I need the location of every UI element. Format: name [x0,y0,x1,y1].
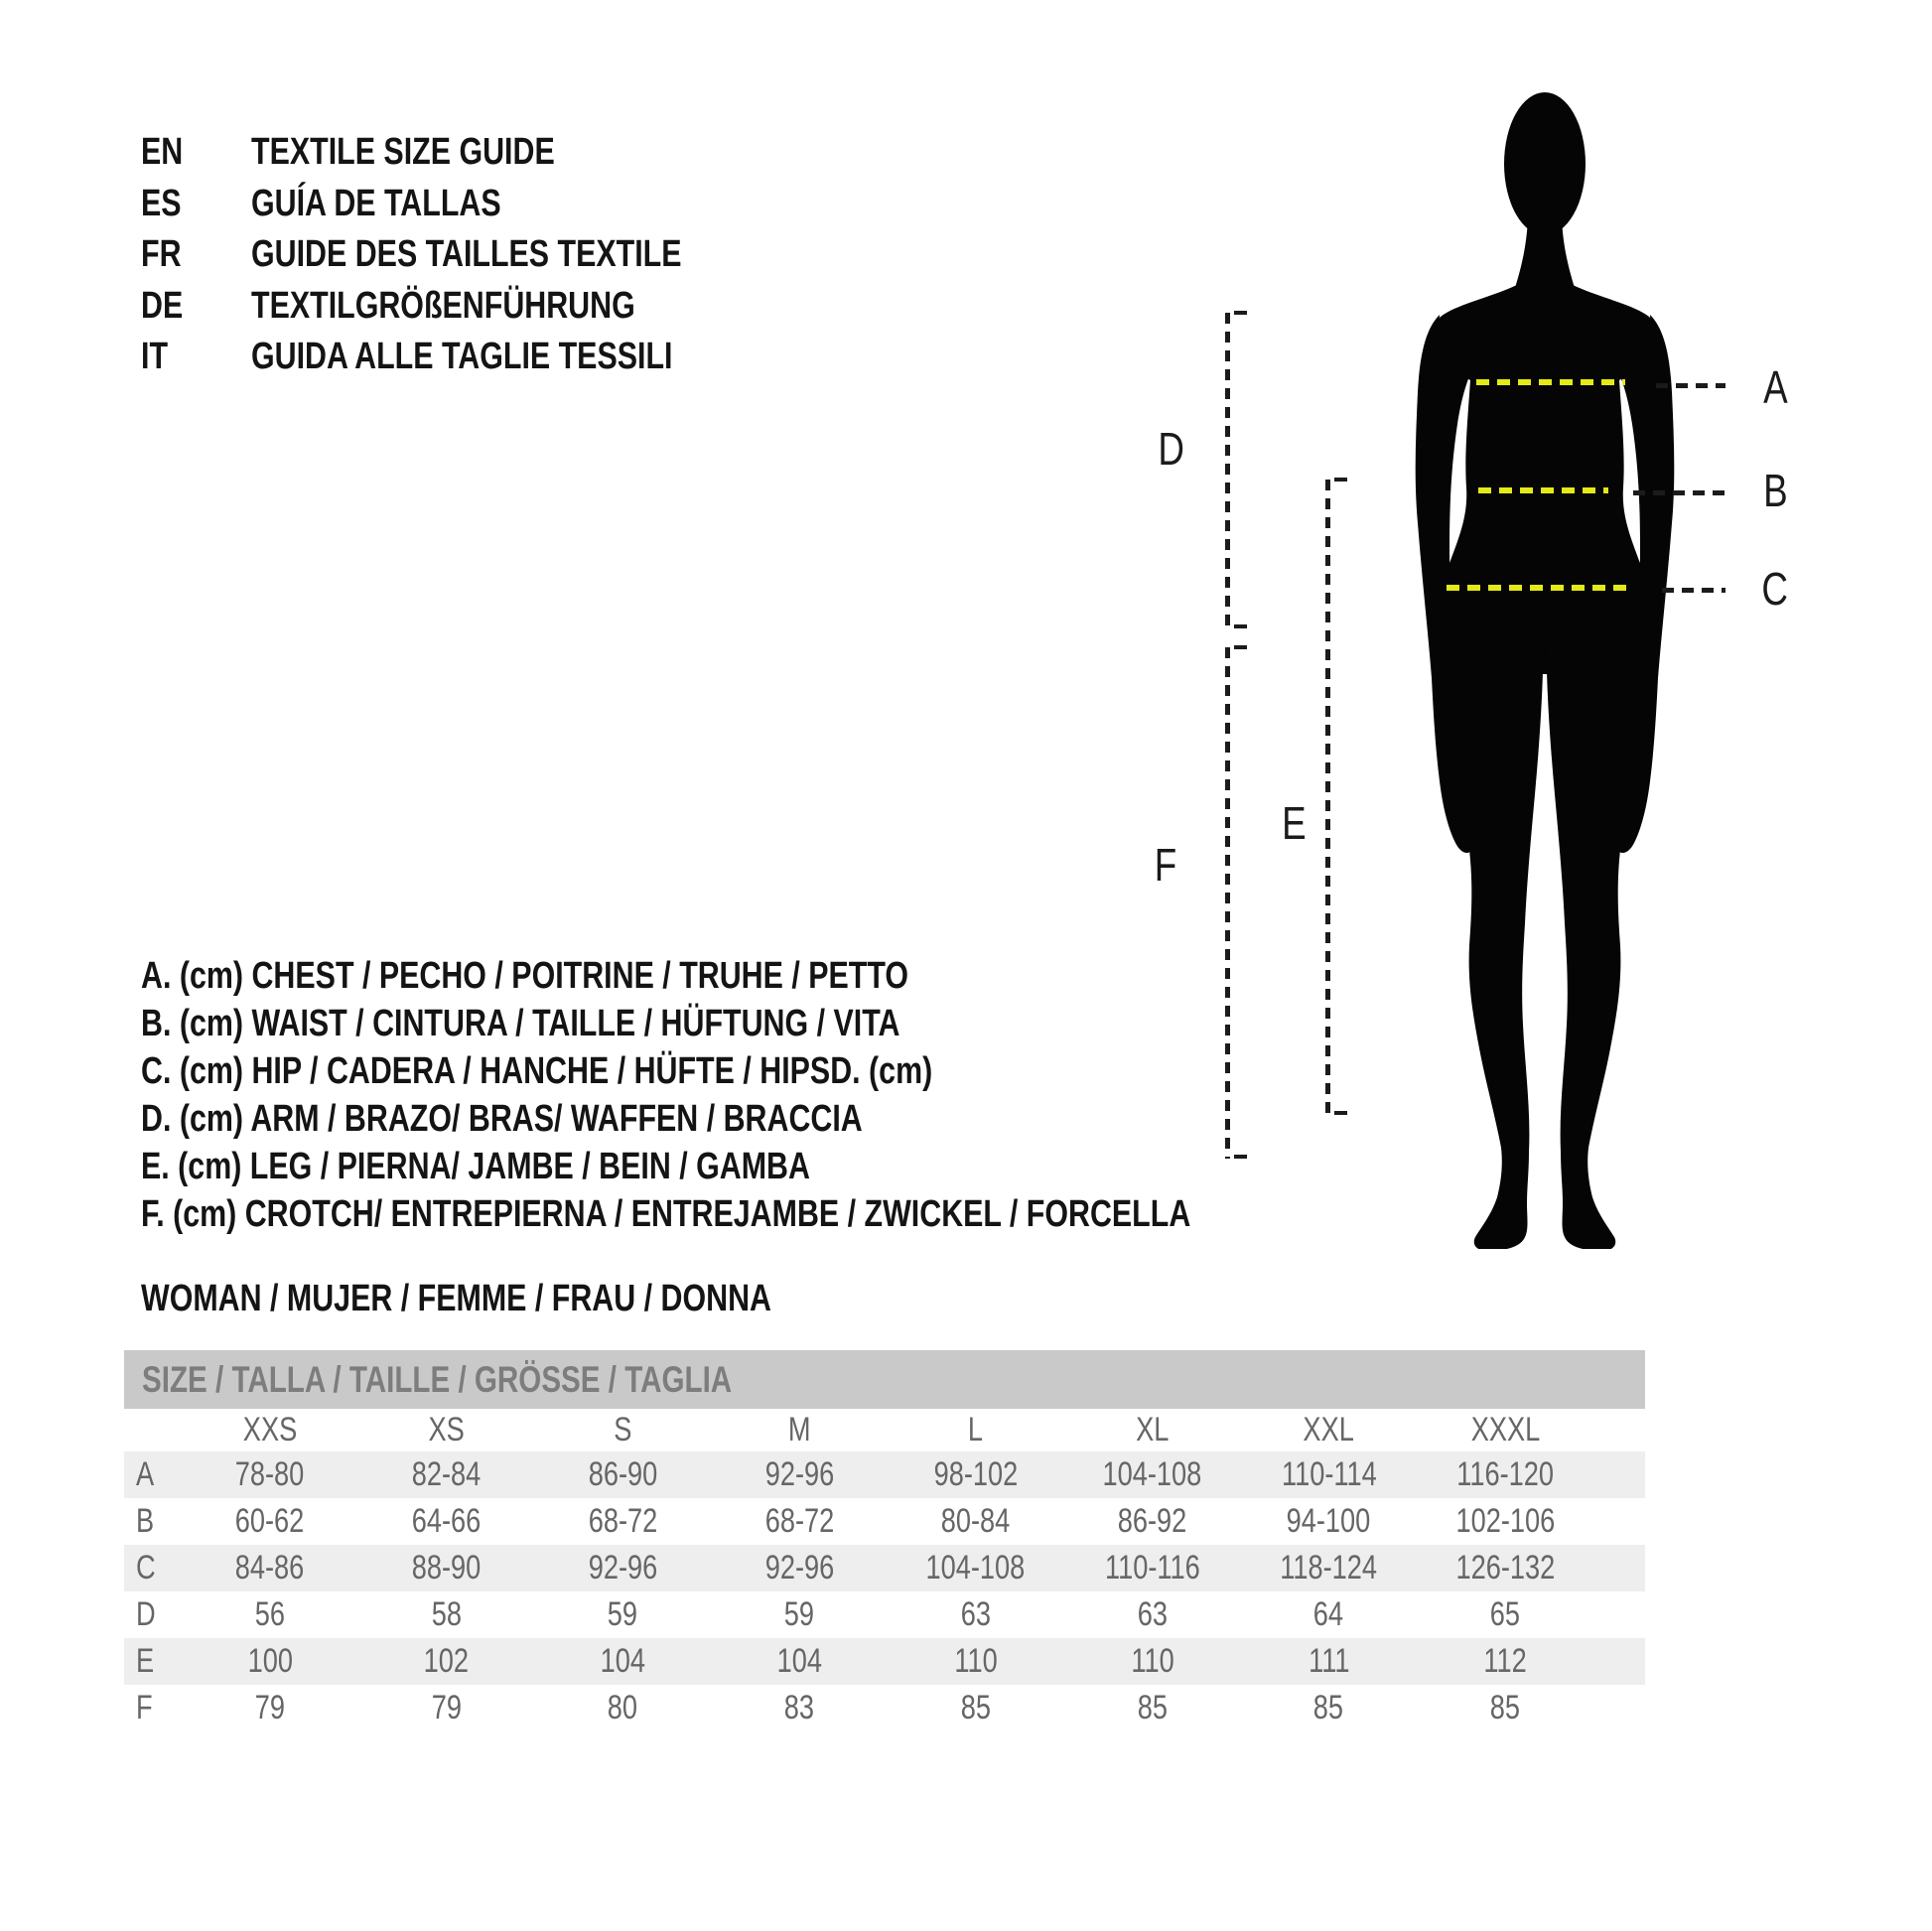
table-value-cell: 111 [1308,1642,1350,1680]
language-code: EN [141,131,184,174]
row-label: D [136,1595,156,1633]
table-value-cell: 65 [1489,1595,1521,1633]
table-value-cell: 79 [431,1689,462,1726]
table-value-cell: 83 [783,1689,815,1726]
arm-line-bottom-tick [1234,624,1247,628]
table-value-cell: 110-114 [1281,1455,1377,1493]
legend-item: A. (cm) CHEST / PECHO / POITRINE / TRUHE / PETTO [141,954,909,997]
measurement-legend [141,952,1453,1238]
table-value-cell: 116-120 [1456,1455,1555,1493]
table-value-cell: 94-100 [1287,1502,1371,1540]
language-row [141,332,789,383]
table-value-cell: 60-62 [235,1502,305,1540]
table-value-cell: 68-72 [764,1502,834,1540]
waist-leader-line [1633,490,1725,495]
language-title: TEXTILGRÖßENFÜHRUNG [251,284,635,327]
table-value-cell: 56 [254,1595,285,1633]
language-code: DE [141,284,184,327]
arm-measure-line [1225,313,1230,628]
table-value-cell: 102-106 [1455,1502,1556,1540]
table-value-cell: 80-84 [941,1502,1011,1540]
size-column-header: S [614,1411,632,1448]
legend-item: D. (cm) ARM / BRAZO/ BRAS/ WAFFEN / BRACCIA [141,1097,863,1140]
table-value-cell: 85 [1313,1689,1344,1726]
label-waist-B: B [1762,465,1788,516]
table-value-cell: 63 [960,1595,991,1633]
table-value-cell: 80 [608,1689,638,1726]
legend-item: F. (cm) CROTCH/ ENTREPIERNA / ENTREJAMBE / ZWICKEL / FORCELLA [141,1192,1191,1235]
table-row-A [124,1451,1645,1498]
table-value-cell: 84-86 [235,1549,305,1586]
label-crotch-F: F [1154,839,1177,891]
size-column-header: L [968,1411,984,1448]
table-row-C [124,1545,1645,1591]
language-title: GUIDE DES TAILLES TEXTILE [251,233,682,276]
hip-measure-line-yellow [1447,585,1633,591]
legend-item: E. (cm) LEG / PIERNA/ JAMBE / BEIN / GAMBA [141,1145,810,1187]
language-row [141,127,789,179]
row-label: B [136,1502,155,1540]
table-value-cell: 79 [254,1689,285,1726]
size-table [124,1350,1645,1731]
table-value-cell: 59 [783,1595,815,1633]
table-value-cell: 126-132 [1455,1549,1556,1586]
table-value-cell: 59 [608,1595,638,1633]
table-value-cell: 85 [1137,1689,1168,1726]
legend-item: C. (cm) HIP / CADERA / HANCHE / HÜFTE / HIPSD. (cm) [141,1049,933,1092]
table-value-cell: 86-90 [588,1455,658,1493]
language-row [141,179,789,230]
table-value-cell: 112 [1483,1642,1527,1680]
table-value-cell: 100 [247,1642,293,1680]
language-title: GUIDA ALLE TAGLIE TESSILI [251,336,673,378]
table-value-cell: 85 [1489,1689,1521,1726]
row-label: F [136,1689,153,1726]
table-value-cell: 92-96 [588,1549,658,1586]
size-column-header: XXS [242,1411,298,1448]
table-value-cell: 85 [960,1689,991,1726]
table-row-F [124,1685,1645,1731]
table-value-cell: 64 [1313,1595,1344,1633]
size-table-header-bar: SIZE / TALLA / TAILLE / GRÖSSE / TAGLIA [124,1350,1645,1409]
language-code: ES [141,182,182,224]
row-label: C [136,1549,156,1586]
table-value-cell: 118-124 [1280,1549,1378,1586]
table-value-cell: 82-84 [411,1455,482,1493]
table-value-cell: 88-90 [411,1549,482,1586]
table-value-cell: 110 [1130,1642,1174,1680]
arm-line-top-tick [1234,311,1247,315]
crotch-line-top-tick [1234,645,1247,649]
legend-item: B. (cm) WAIST / CINTURA / TAILLE / HÜFTUNG / VITA [141,1002,900,1044]
table-row-B [124,1498,1645,1545]
table-value-cell: 86-92 [1117,1502,1187,1540]
label-leg-E: E [1281,797,1307,849]
language-row [141,229,789,281]
waist-measure-line-yellow [1478,487,1608,493]
table-row-D [124,1591,1645,1638]
table-value-cell: 102 [423,1642,470,1680]
label-hip-C: C [1761,563,1789,615]
table-value-cell: 92-96 [764,1549,834,1586]
table-value-cell: 104-108 [1102,1455,1202,1493]
table-value-cell: 92-96 [764,1455,834,1493]
table-value-cell: 63 [1137,1595,1168,1633]
gender-heading: WOMAN / MUJER / FEMME / FRAU / DONNA [141,1277,772,1319]
language-code: IT [141,336,169,378]
chest-measure-line-yellow [1476,379,1625,385]
table-value-cell: 104-108 [925,1549,1026,1586]
table-value-cell: 68-72 [588,1502,658,1540]
size-column-header: XXXL [1470,1411,1540,1448]
size-column-header: XS [428,1411,465,1448]
label-arm-D: D [1158,423,1185,475]
language-title-list [141,127,789,383]
language-row [141,281,789,333]
leg-line-top-tick [1334,478,1347,482]
label-chest-A: A [1762,361,1788,413]
table-value-cell: 58 [431,1595,462,1633]
table-value-cell: 110 [954,1642,998,1680]
size-table-sizes-row [124,1409,1645,1451]
table-value-cell: 110-116 [1104,1549,1200,1586]
chest-leader-line [1656,383,1725,388]
size-column-header: XXL [1303,1411,1355,1448]
table-value-cell: 104 [600,1642,646,1680]
table-value-cell: 98-102 [933,1455,1019,1493]
table-value-cell: 78-80 [235,1455,305,1493]
table-row-E [124,1638,1645,1685]
hip-leader-line [1662,588,1725,593]
table-value-cell: 64-66 [411,1502,482,1540]
size-column-header: XL [1135,1411,1170,1448]
language-title: TEXTILE SIZE GUIDE [251,131,555,174]
row-label: A [136,1455,155,1493]
language-code: FR [141,233,182,276]
table-value-cell: 104 [776,1642,822,1680]
size-column-header: M [787,1411,811,1448]
row-label: E [136,1642,155,1680]
language-title: GUÍA DE TALLAS [251,182,501,224]
